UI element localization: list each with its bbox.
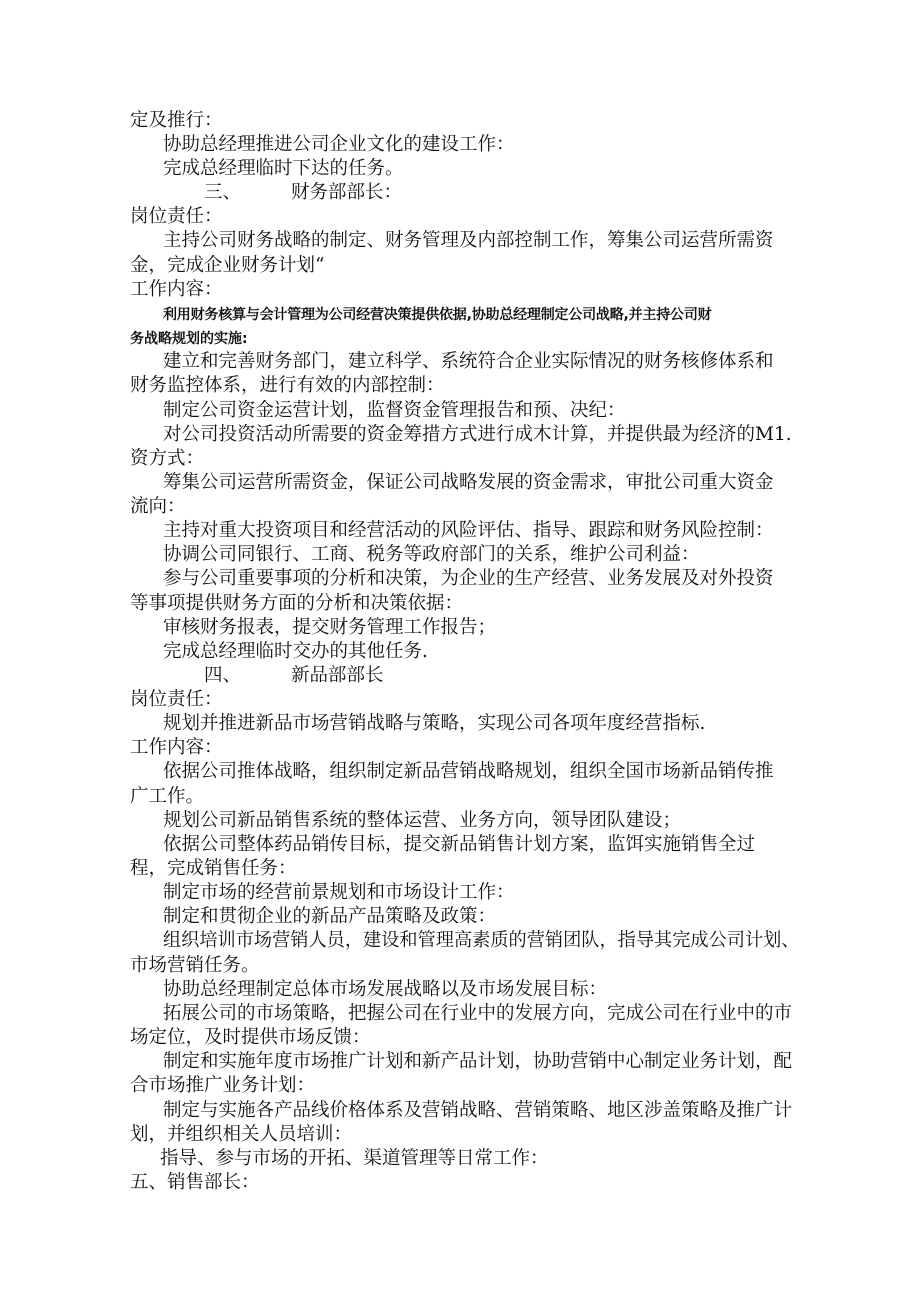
text-line: 工作内容： [130,737,223,758]
text-line: 筹集公司运营所需资金，保证公司战略发展的资金需求，审批公司重大资金 [163,472,774,493]
text-line: 合市场推广业务计划： [130,1075,316,1096]
text-line: 金，完成企业财务计划“ [130,255,325,276]
text-line: 参与公司重要事项的分析和决策，为企业的生产经营、业务发展及对外投资 [163,568,774,589]
text-line: 规划公司新品销售系统的整体运营、业务方向，领导团队建设； [163,810,682,831]
text-line: 制定公司资金运营计划，监督资金管理报告和预、决纪： [163,400,626,421]
text-line: 岗位责任： [130,206,223,227]
text-line: 定及推行： [130,110,223,131]
text-line: 程，完成销售任务： [130,858,297,879]
text-line: 对公司投资活动所需要的资金筹措方式进行成木计算，并提供最为经济的M1. [163,424,792,445]
text-line: 主持对重大投资项目和经营活动的风险评估、指导、跟踪和财务风险控制： [163,520,774,541]
section-heading: 五、销售部长： [130,1172,260,1193]
text-line: 完成总经理临时下达的任务。 [163,158,404,179]
text-line: 市场营销任务。 [130,955,260,976]
text-line: 主持公司财务战略的制定、财务管理及内部控制工作，筹集公司运营所需资 [163,230,774,251]
text-line: 工作内容： [130,279,223,300]
text-line: 建立和完善财务部门，建立科学、系统符合企业实际情况的财务核修体系和 [163,351,774,372]
text-line: 制定和贯彻企业的新品产品策略及政策： [163,906,497,927]
text-line: 流向： [130,496,186,517]
text-line: 协助总经理制定总体市场发展战略以及市场发展目标： [163,979,608,1000]
text-line: 协调公司同银行、工商、税务等政府部门的关系，维护公司利益： [163,544,700,565]
section-number: 四、 [204,665,242,686]
section-number: 三、 [204,182,242,203]
text-line: 划，并组织相关人员培训： [130,1124,353,1145]
text-line: 指导、参与市场的开拓、渠道管理等日常工作： [160,1148,549,1169]
text-line: 利用财务核算与会计管理为公司经营决策提供依据,协助总经理制定公司战略,并主持公司财 [163,307,712,323]
text-line: 制定和实施年度市场推广计划和新产品计划，协助营销中心制定业务计划，配 [163,1051,793,1072]
text-line: 岗位责任： [130,689,223,710]
text-line: 等事项提供财务方面的分析和决策依据： [130,593,464,614]
text-line: 审核财务报表，提交财务管理工作报告； [163,617,497,638]
section-heading: 财务部部长： [291,182,403,203]
text-line: 拓展公司的市场策略，把握公司在行业中的发展方向，完成公司在行业中的市 [163,1003,793,1024]
text-line: 制定市场的经营前景规划和市场设计工作： [163,882,515,903]
text-line: 务战略规划的实施: [130,331,248,347]
text-line: 规划并推进新品市场营销战略与策略，实现公司各项年度经营指标. [163,713,706,734]
text-line: 依据公司推体战略，组织制定新品营销战略规划，组织全国市场新品销传推 [163,761,774,782]
text-line: 广工作。 [130,786,205,807]
text-line: 制定与实施各产品线价格体系及营销战略、营销策略、地区涉盖策略及推广计 [163,1100,793,1121]
section-heading: 新品部部长 [291,665,384,686]
text-line: 财务监控体系，进行有效的内部控制： [130,375,445,396]
text-line: 协助总经理推进公司企业文化的建设工作： [163,134,515,155]
text-line: 资方式： [130,448,205,469]
text-line: 组织培训市场营销人员，建设和管理高素质的营销团队，指导其完成公司计划、 [163,930,800,951]
text-line: 完成总经理临时交办的其他任务. [163,641,428,662]
text-line: 依据公司整体药品销传目标，提交新品销售计划方案，监饵实施销售全过 [163,834,756,855]
text-line: 场定位，及时提供市场反馈： [130,1027,371,1048]
